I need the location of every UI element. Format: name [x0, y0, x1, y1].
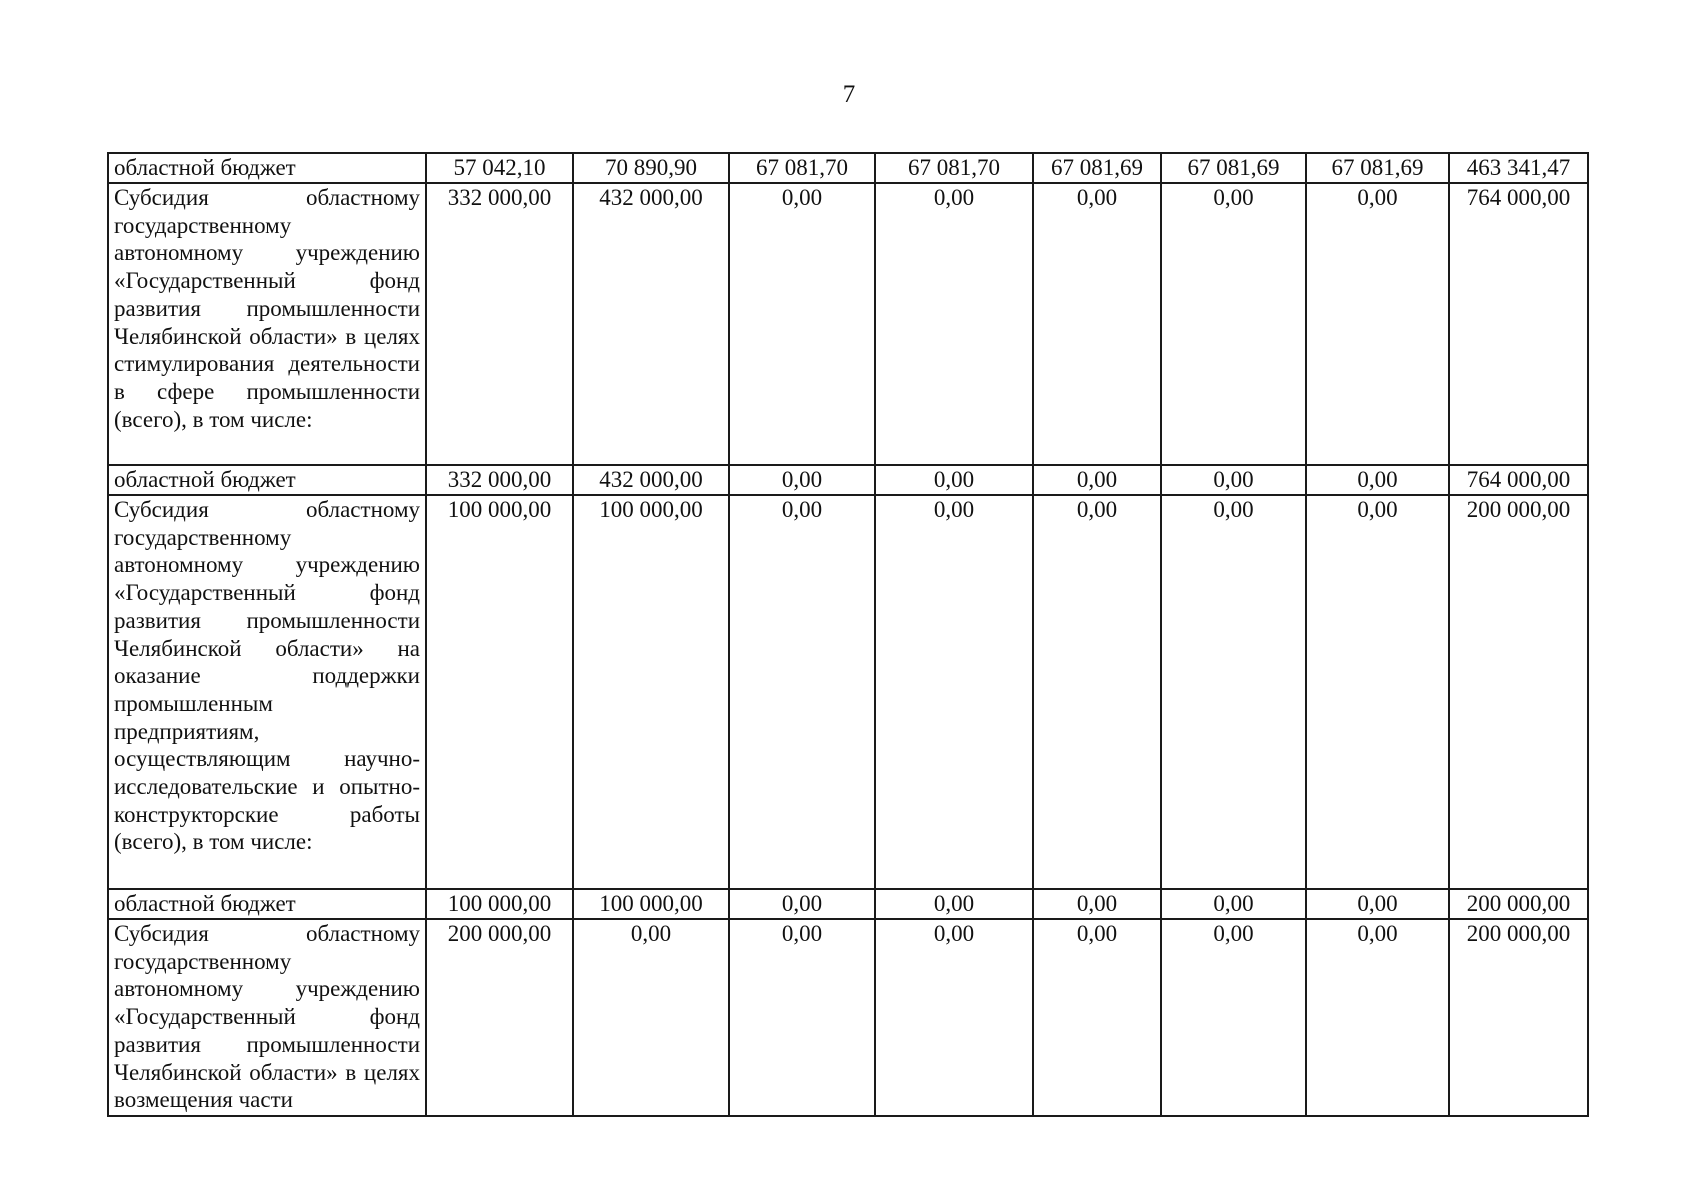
- value-cell: 332 000,00: [426, 465, 573, 495]
- value-cell: 0,00: [1306, 919, 1449, 1116]
- value-cell: 432 000,00: [573, 183, 729, 465]
- value-cell: 0,00: [1306, 495, 1449, 889]
- row-label: областной бюджет: [108, 465, 426, 495]
- value-cell: 0,00: [1033, 465, 1161, 495]
- value-cell: 0,00: [1161, 889, 1306, 919]
- row-label: областной бюджет: [108, 889, 426, 919]
- table-row: [108, 183, 1588, 465]
- value-cell: 67 081,70: [729, 153, 875, 183]
- value-cell: 70 890,90: [573, 153, 729, 183]
- value-cell: 0,00: [1161, 183, 1306, 465]
- value-cell: 100 000,00: [426, 495, 573, 889]
- value-cell: 0,00: [1033, 495, 1161, 889]
- table-row: [108, 889, 1588, 919]
- value-cell: 0,00: [1306, 889, 1449, 919]
- row-label: Субсидия областному государственному автономному учреждению «Государственный фонд развития промышленности Челябинской области» в целях возмещения части: [108, 919, 426, 1116]
- total-cell: 200 000,00: [1449, 889, 1588, 919]
- value-cell: 0,00: [1161, 919, 1306, 1116]
- value-cell: 57 042,10: [426, 153, 573, 183]
- total-cell: 200 000,00: [1449, 495, 1588, 889]
- value-cell: 100 000,00: [426, 889, 573, 919]
- value-cell: 0,00: [875, 183, 1033, 465]
- total-cell: 200 000,00: [1449, 919, 1588, 1116]
- row-label: областной бюджет: [108, 153, 426, 183]
- value-cell: 0,00: [875, 889, 1033, 919]
- value-cell: 0,00: [573, 919, 729, 1116]
- value-cell: 0,00: [1033, 889, 1161, 919]
- table-row: [108, 495, 1588, 889]
- value-cell: 432 000,00: [573, 465, 729, 495]
- value-cell: 0,00: [729, 495, 875, 889]
- value-cell: 67 081,69: [1161, 153, 1306, 183]
- value-cell: 0,00: [1161, 465, 1306, 495]
- table-row: [108, 919, 1588, 1116]
- value-cell: 0,00: [729, 465, 875, 495]
- value-cell: 67 081,69: [1033, 153, 1161, 183]
- total-cell: 764 000,00: [1449, 183, 1588, 465]
- row-label: Субсидия областному государственному автономному учреждению «Государственный фонд развития промышленности Челябинской области» на оказание поддержки промышленным предприятиям, осуществляющим научно-исследовательские и опытно-конструкторские работы (всего), в том числе:: [108, 495, 426, 889]
- value-cell: 0,00: [875, 919, 1033, 1116]
- total-cell: 463 341,47: [1449, 153, 1588, 183]
- table-row: [108, 153, 1588, 183]
- value-cell: 0,00: [875, 465, 1033, 495]
- value-cell: 0,00: [729, 889, 875, 919]
- table-row: [108, 465, 1588, 495]
- budget-table: [107, 152, 1589, 1117]
- value-cell: 0,00: [1306, 183, 1449, 465]
- page-number: 7: [842, 81, 856, 108]
- value-cell: 0,00: [729, 183, 875, 465]
- value-cell: 0,00: [1033, 919, 1161, 1116]
- value-cell: 100 000,00: [573, 495, 729, 889]
- value-cell: 0,00: [729, 919, 875, 1116]
- value-cell: 0,00: [875, 495, 1033, 889]
- value-cell: 67 081,69: [1306, 153, 1449, 183]
- total-cell: 764 000,00: [1449, 465, 1588, 495]
- value-cell: 67 081,70: [875, 153, 1033, 183]
- value-cell: 0,00: [1161, 495, 1306, 889]
- value-cell: 0,00: [1033, 183, 1161, 465]
- value-cell: 0,00: [1306, 465, 1449, 495]
- value-cell: 100 000,00: [573, 889, 729, 919]
- value-cell: 200 000,00: [426, 919, 573, 1116]
- value-cell: 332 000,00: [426, 183, 573, 465]
- row-label: Субсидия областному государственному автономному учреждению «Государственный фонд развития промышленности Челябинской области» в целях стимулирования деятельности в сфере промышленности (всего), в том числе:: [108, 183, 426, 465]
